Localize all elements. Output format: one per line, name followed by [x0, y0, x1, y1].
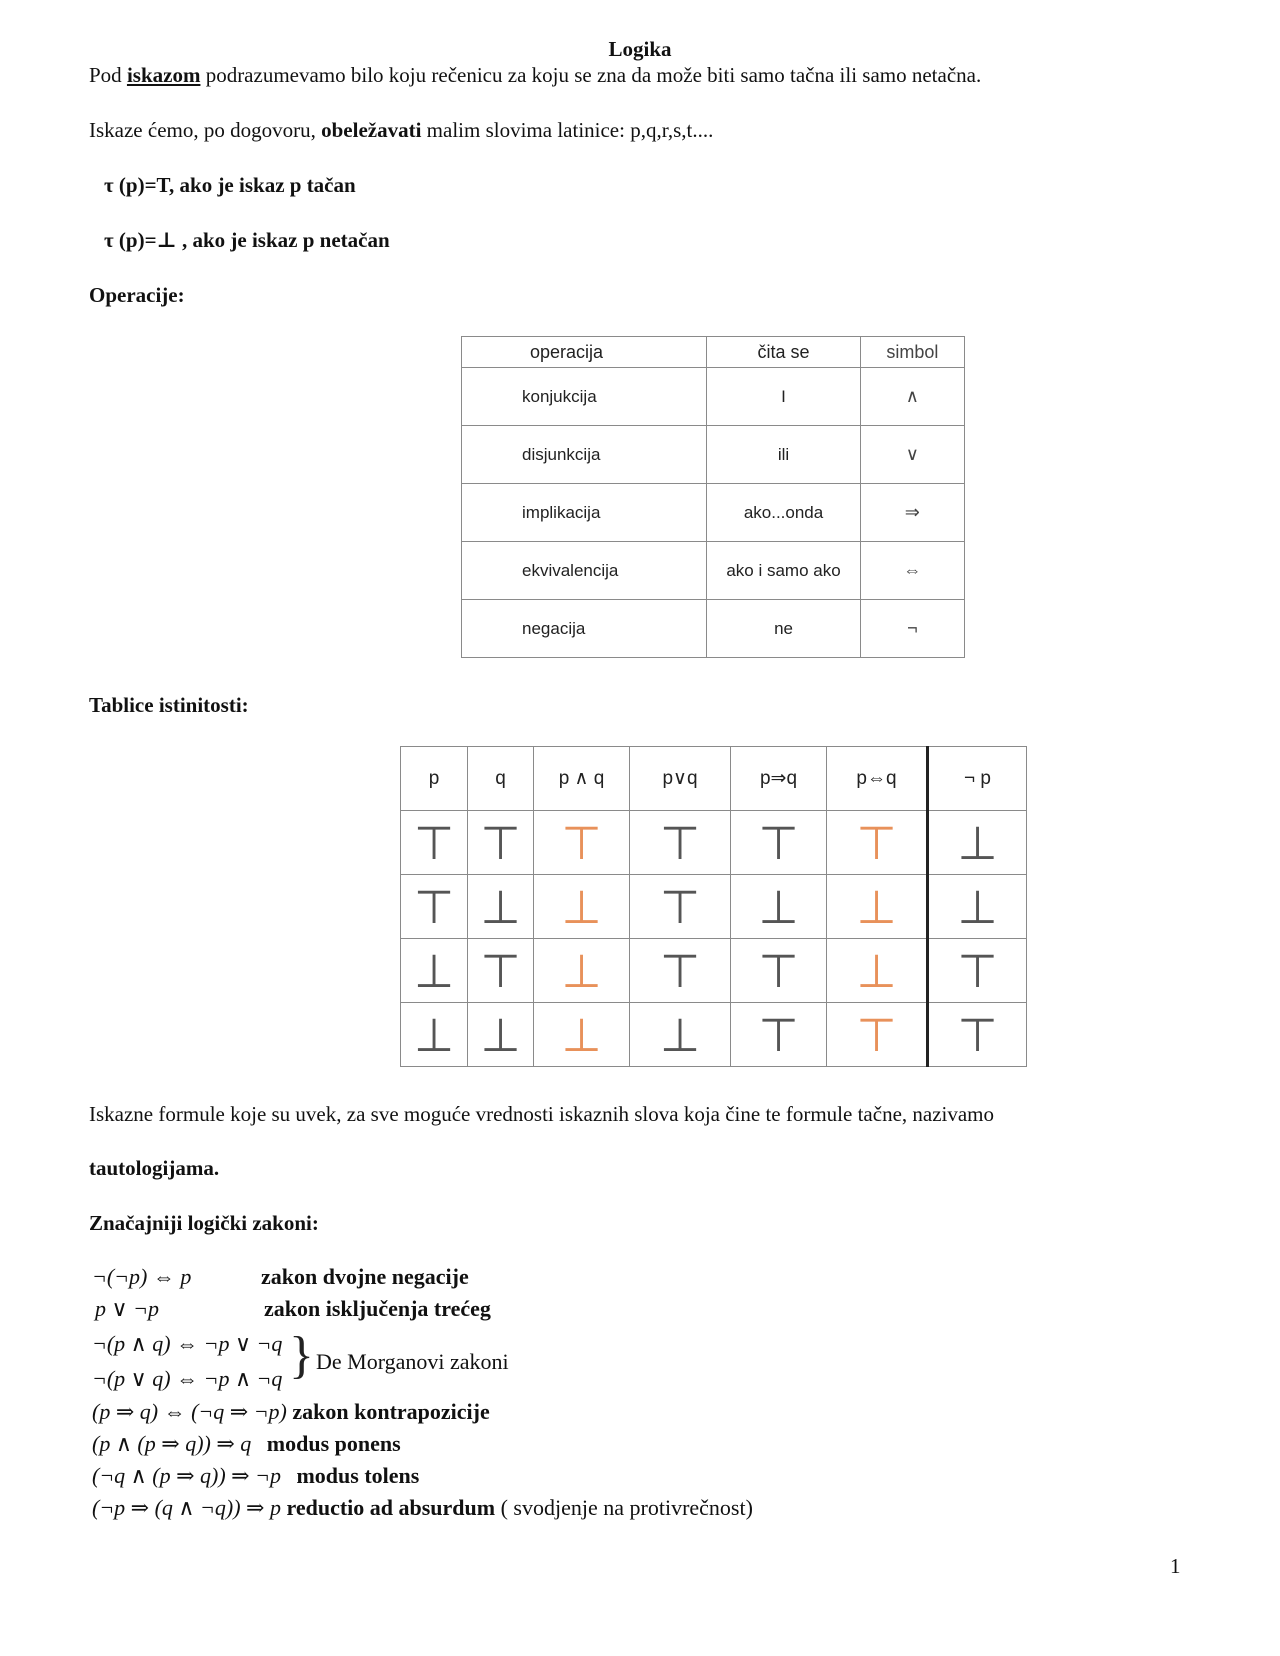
table-row	[462, 368, 965, 426]
truth-header-cell: p⇔q	[827, 747, 928, 811]
truth-cell: ⊤	[630, 811, 731, 875]
truth-cell: ⊥	[401, 1003, 468, 1067]
ops-symbol: ¬	[860, 600, 964, 658]
labeling-paragraph	[89, 117, 713, 143]
truth-cell: ⊥	[827, 875, 928, 939]
law-name: reductio ad absurdum	[286, 1495, 496, 1520]
reductio-note: ( svodjenje na protivrečnost)	[495, 1495, 753, 1520]
ops-symbol: ⇒	[860, 484, 964, 542]
right-brace-icon: }	[289, 1327, 314, 1384]
labeling-bold: obeležavati	[321, 118, 422, 142]
truth-cell: ⊤	[928, 939, 1027, 1003]
law-formula: ¬(p ∨ q) ⇔ ¬p ∧ ¬q	[92, 1366, 283, 1391]
ops-read: I	[707, 368, 860, 426]
ops-read: ne	[707, 600, 860, 658]
law-reductio	[92, 1494, 753, 1522]
law-name: zakon kontrapozicije	[292, 1399, 490, 1424]
ops-name: ekvivalencija	[462, 542, 707, 600]
table-row	[401, 1003, 1027, 1067]
ops-read: ako i samo ako	[707, 542, 860, 600]
truth-cell: ⊥	[534, 1003, 630, 1067]
operations-heading: Operacije:	[89, 283, 185, 307]
truth-table	[400, 746, 1027, 1067]
tau-true-definition: τ (p)=T, ako je iskaz p tačan	[104, 173, 356, 197]
ops-read: ili	[707, 426, 860, 484]
table-row	[401, 875, 1027, 939]
law-formula: ¬(¬p) ⇔ p	[92, 1264, 192, 1289]
law-formula: (¬q ∧ (p ⇒ q)) ⇒ ¬p	[92, 1463, 281, 1488]
truth-cell: ⊥	[468, 1003, 534, 1067]
demorgan-label: De Morganovi zakoni	[316, 1349, 509, 1374]
truth-cell: ⊤	[401, 875, 468, 939]
table-row	[462, 542, 965, 600]
law-formula: (p ⇒ q) ⇔ (¬q ⇒ ¬p)	[92, 1399, 287, 1424]
truth-header-row	[401, 747, 1027, 811]
truth-cell: ⊤	[731, 939, 827, 1003]
truth-header-cell: p∨q	[630, 747, 731, 811]
truth-header-cell: p ∧ q	[534, 747, 630, 811]
law-modus-ponens	[92, 1430, 401, 1458]
ops-header-simbol: simbol	[860, 337, 964, 368]
operations-table	[461, 336, 965, 658]
law-demorgan-1	[92, 1330, 282, 1358]
intro-post: podrazumevamo bilo koju rečenicu za koju se zna da može biti samo tačna ili samo netačna.	[200, 63, 982, 87]
truth-cell: ⊤	[630, 875, 731, 939]
ops-header-operacija: operacija	[462, 337, 707, 368]
law-excluded-middle	[95, 1295, 159, 1323]
intro-term: iskazom	[126, 63, 201, 87]
truth-cell: ⊤	[534, 811, 630, 875]
truth-cell: ⊥	[534, 875, 630, 939]
page-title: Logika	[608, 37, 672, 61]
truth-heading: Tablice istinitosti:	[89, 693, 249, 717]
truth-cell: ⊤	[468, 811, 534, 875]
truth-cell: ⊥	[630, 1003, 731, 1067]
truth-cell: ⊤	[630, 939, 731, 1003]
truth-cell: ⊥	[401, 939, 468, 1003]
table-row	[401, 939, 1027, 1003]
ops-read: ako...onda	[707, 484, 860, 542]
truth-header-cell: q	[468, 747, 534, 811]
law-name: modus tolens	[296, 1463, 420, 1488]
ops-symbol: ∧	[860, 368, 964, 426]
tau-false-definition: τ (p)=⊥ , ako je iskaz p netačan	[104, 228, 390, 252]
truth-cell: ⊥	[928, 875, 1027, 939]
truth-cell: ⊤	[827, 1003, 928, 1067]
truth-header-cell: p	[401, 747, 468, 811]
laws-heading: Značajniji logički zakoni:	[89, 1211, 319, 1235]
table-row	[462, 426, 965, 484]
truth-cell: ⊥	[928, 811, 1027, 875]
labeling-pre: Iskaze ćemo, po dogovoru,	[89, 118, 322, 142]
ops-name: disjunkcija	[462, 426, 707, 484]
table-row	[462, 600, 965, 658]
truth-cell: ⊤	[827, 811, 928, 875]
table-row	[462, 484, 965, 542]
intro-paragraph	[89, 62, 981, 88]
law-formula: (¬p ⇒ (q ∧ ¬q)) ⇒ p	[92, 1495, 281, 1520]
truth-cell: ⊥	[534, 939, 630, 1003]
law-double-negation	[92, 1263, 191, 1291]
law-name: modus ponens	[266, 1431, 401, 1456]
truth-header-cell: p⇒q	[731, 747, 827, 811]
ops-header-cita-se: čita se	[707, 337, 860, 368]
law-formula: ¬(p ∧ q) ⇔ ¬p ∨ ¬q	[92, 1331, 283, 1356]
ops-name: konjukcija	[462, 368, 707, 426]
law-formula: p ∨ ¬p	[95, 1296, 159, 1321]
truth-cell: ⊤	[468, 939, 534, 1003]
truth-header-cell: ¬ p	[928, 747, 1027, 811]
law-formula: (p ∧ (p ⇒ q)) ⇒ q	[92, 1431, 252, 1456]
truth-cell: ⊥	[468, 875, 534, 939]
table-row	[401, 811, 1027, 875]
labeling-post: malim slovima latinice: p,q,r,s,t....	[421, 118, 714, 142]
ops-name: negacija	[462, 600, 707, 658]
law-demorgan-2	[92, 1365, 282, 1393]
page-number: 1	[1170, 1554, 1181, 1578]
truth-cell: ⊤	[401, 811, 468, 875]
tautology-term: tautologijama.	[89, 1156, 220, 1180]
ops-symbol: ∨	[860, 426, 964, 484]
ops-name: implikacija	[462, 484, 707, 542]
law-name: zakon isključenja trećeg	[264, 1296, 491, 1321]
truth-cell: ⊤	[731, 1003, 827, 1067]
operations-header-row	[462, 337, 965, 368]
truth-cell: ⊥	[827, 939, 928, 1003]
truth-cell: ⊤	[928, 1003, 1027, 1067]
law-modus-tolens	[92, 1462, 419, 1490]
law-contraposition	[92, 1398, 490, 1426]
intro-pre: Pod	[89, 63, 127, 87]
truth-cell: ⊤	[731, 811, 827, 875]
law-name: zakon dvojne negacije	[261, 1264, 469, 1289]
tautology-text: Iskazne formule koje su uvek, za sve moguće vrednosti iskaznih slova koja čine te formule tačne, nazivamo	[89, 1102, 995, 1126]
truth-cell: ⊥	[731, 875, 827, 939]
ops-symbol: ⇔	[860, 542, 964, 600]
